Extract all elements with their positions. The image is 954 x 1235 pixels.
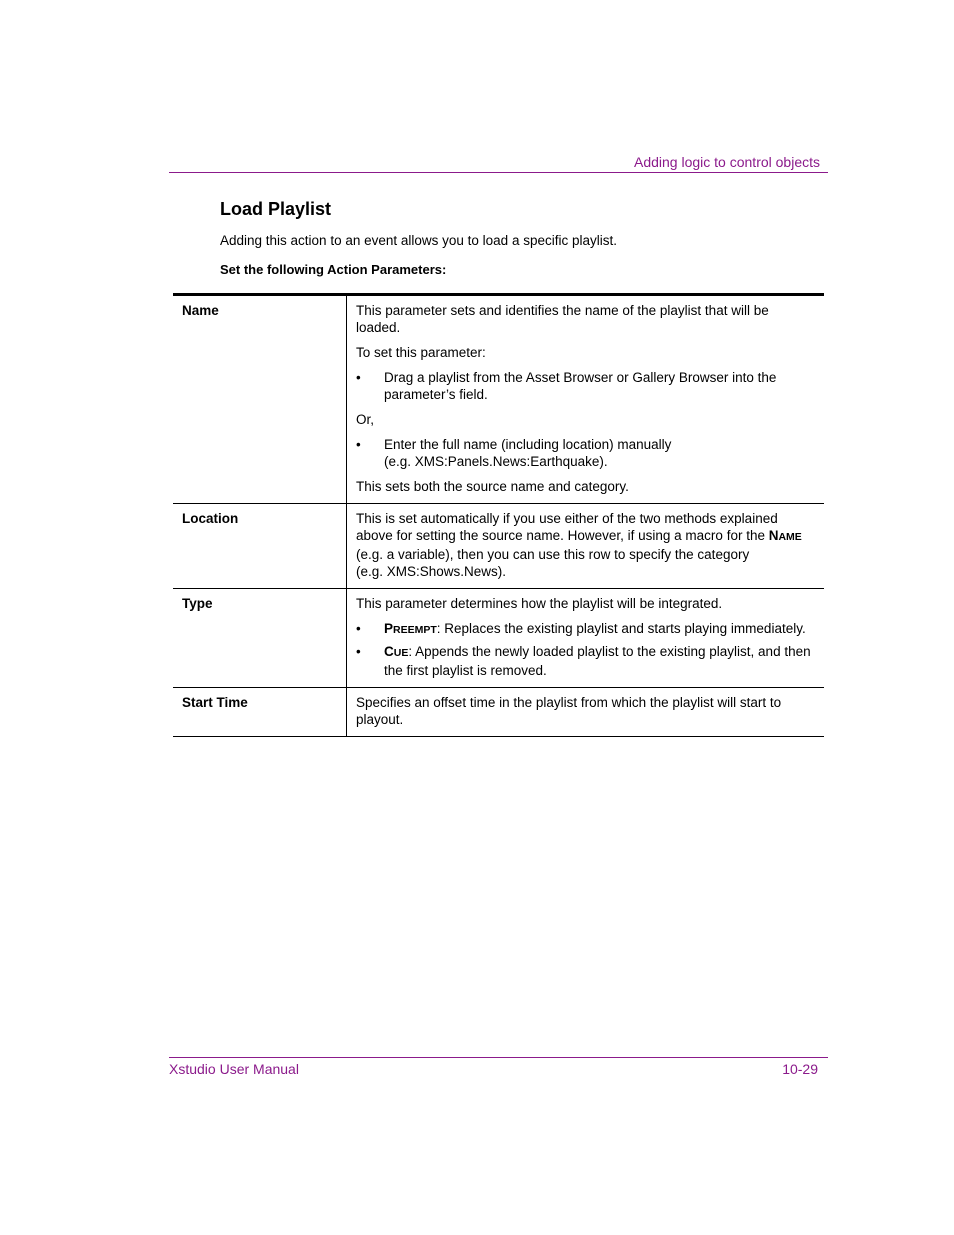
header-rule	[169, 172, 828, 173]
description-text: To set this parameter:	[356, 345, 486, 360]
description-text: Specifies an offset time in the playlist from which the playlist will start to playout.	[356, 695, 782, 727]
list-item: • Drag a playlist from the Asset Browser or Gallery Browser into the parameter’s field.	[356, 370, 777, 402]
param-start-time-label: Start Time	[173, 688, 347, 737]
description-text: This is set automatically if you use either of the two methods explained above for setting the source name. However, if using a macro for the NAME (e.g. a variable), then you can use this row to specify the category (e.g. XMS:Shows.News).	[356, 511, 802, 579]
table-row	[173, 688, 824, 737]
table-row	[173, 504, 824, 589]
bullet-icon: •	[356, 644, 361, 659]
list-item: • CUE: Appends the newly loaded playlist to the existing playlist, and then the first playlist is removed.	[356, 644, 811, 678]
param-name-description	[347, 295, 825, 504]
description-text: This parameter sets and identifies the name of the playlist that will be loaded.	[356, 303, 769, 335]
param-start-time-description	[347, 688, 825, 737]
parameters-table	[173, 293, 824, 737]
section-title: Load Playlist	[220, 199, 332, 219]
bullet-icon: •	[356, 370, 361, 385]
table-row	[173, 295, 824, 504]
param-name-label: Name	[173, 295, 347, 504]
footer-rule	[169, 1057, 828, 1058]
page-number: 10-29	[782, 1061, 818, 1077]
description-text: Or,	[356, 412, 375, 427]
bullet-list	[356, 620, 814, 679]
bullet-list	[356, 436, 814, 470]
description-text: This sets both the source name and category.	[356, 479, 629, 494]
parameters-subhead: Set the following Action Parameters:	[220, 262, 447, 277]
list-item: • Enter the full name (including location) manually (e.g. XMS:Panels.News:Earthquake).	[356, 437, 672, 469]
param-location-label: Location	[173, 504, 347, 589]
table-row	[173, 589, 824, 688]
param-type-label: Type	[173, 589, 347, 688]
param-location-description	[347, 504, 825, 589]
footer-manual-title: Xstudio User Manual	[169, 1061, 299, 1077]
bullet-icon: •	[356, 621, 361, 636]
bullet-icon: •	[356, 437, 361, 452]
list-item: • PREEMPT: Replaces the existing playlist and starts playing immediately.	[356, 621, 806, 636]
bullet-list	[356, 369, 814, 403]
running-head: Adding logic to control objects	[634, 154, 820, 170]
intro-paragraph: Adding this action to an event allows you to load a specific playlist.	[220, 233, 617, 248]
param-type-description	[347, 589, 825, 688]
description-text: This parameter determines how the playlist will be integrated.	[356, 596, 723, 611]
